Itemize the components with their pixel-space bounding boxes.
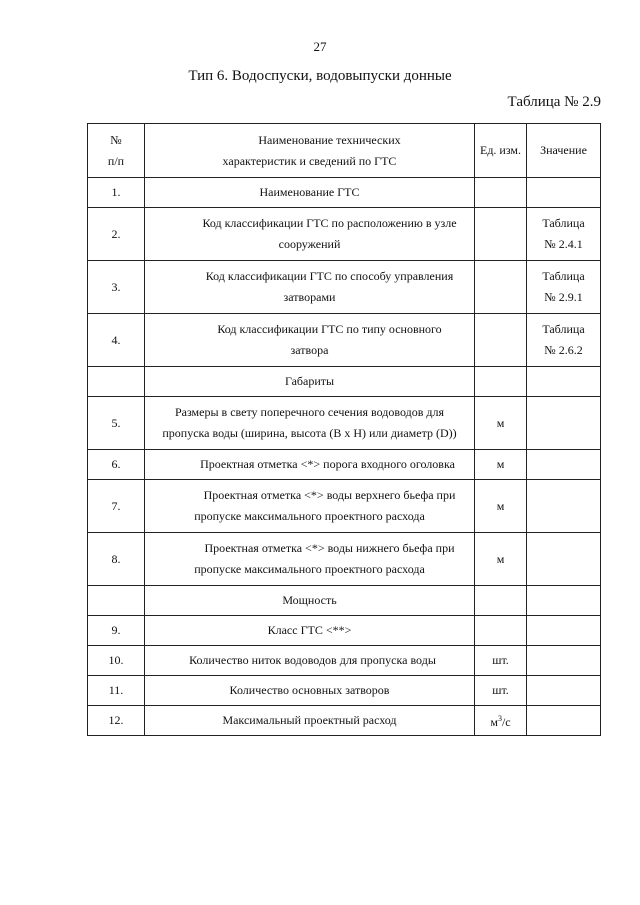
row-name-line1: Код классификации ГТС по типу основного [217, 322, 442, 336]
table-caption: Таблица № 2.9 [507, 94, 601, 110]
section-row-dimensions [88, 367, 601, 397]
row-name-line1: Проектная отметка <*> воды нижнего бьефа при [204, 541, 455, 555]
row-unit [475, 314, 527, 367]
row-number: 1. [88, 178, 145, 208]
row-value [527, 450, 601, 480]
specification-table [87, 123, 601, 736]
row-number: 8. [88, 533, 145, 586]
document-title: Тип 6. Водоспуски, водовыпуски донные [188, 68, 452, 84]
row-value [527, 646, 601, 676]
header-number-line1: № [110, 132, 122, 147]
row-value [527, 208, 601, 261]
row-value [527, 261, 601, 314]
row-name-line2: пропуске максимального проектного расхода [194, 562, 425, 576]
section-heading: Габариты [145, 367, 475, 397]
table-row [88, 397, 601, 450]
header-unit: Ед. изм. [475, 124, 527, 178]
table-header-row [88, 124, 601, 178]
row-number [88, 367, 145, 397]
row-value [527, 616, 601, 646]
row-value [527, 178, 601, 208]
row-unit [475, 178, 527, 208]
table-row [88, 261, 601, 314]
row-unit [475, 616, 527, 646]
row-unit [475, 261, 527, 314]
row-number: 11. [88, 676, 145, 706]
header-value: Значение [527, 124, 601, 178]
row-name-line2: пропуска воды (ширина, высота (В x Н) или диаметр (D)) [162, 426, 457, 440]
row-value-line2: № 2.6.2 [544, 343, 583, 357]
row-name: Количество основных затворов [145, 676, 475, 706]
row-name-line1: Проектная отметка <*> воды верхнего бьефа при [203, 488, 456, 502]
section-heading: Мощность [145, 586, 475, 616]
row-number: 7. [88, 480, 145, 533]
table-row [88, 178, 601, 208]
row-name-line2: сооружений [278, 237, 341, 251]
row-value [527, 706, 601, 736]
unit-base: м [490, 715, 498, 729]
table-row [88, 208, 601, 261]
row-value-line2: № 2.9.1 [544, 290, 583, 304]
row-unit [475, 367, 527, 397]
row-name: Проектная отметка <*> порога входного оголовка [145, 450, 475, 480]
row-number: 5. [88, 397, 145, 450]
row-name [145, 480, 475, 533]
table-row [88, 616, 601, 646]
header-name [145, 124, 475, 178]
row-number: 10. [88, 646, 145, 676]
row-name [145, 397, 475, 450]
row-unit: м [475, 450, 527, 480]
unit-tail: /с [501, 715, 511, 729]
row-value-line1: Таблица [542, 269, 585, 283]
page-number: 27 [313, 39, 327, 54]
row-unit: м [475, 480, 527, 533]
table-row [88, 676, 601, 706]
row-value-line1: Таблица [542, 322, 585, 336]
row-name [145, 208, 475, 261]
row-unit: шт. [475, 676, 527, 706]
row-value [527, 586, 601, 616]
header-number-line2: п/п [107, 153, 125, 168]
row-number: 9. [88, 616, 145, 646]
row-value [527, 676, 601, 706]
row-unit [475, 706, 527, 736]
row-value-line2: № 2.4.1 [544, 237, 583, 251]
table-row [88, 646, 601, 676]
row-name-line1: Код классификации ГТС по способу управления [205, 269, 454, 283]
row-number: 2. [88, 208, 145, 261]
table-row [88, 480, 601, 533]
row-unit: м [475, 533, 527, 586]
row-value [527, 397, 601, 450]
row-number: 6. [88, 450, 145, 480]
row-value [527, 367, 601, 397]
row-value [527, 314, 601, 367]
row-number [88, 586, 145, 616]
row-value [527, 533, 601, 586]
header-number [88, 124, 145, 178]
row-value-line1: Таблица [542, 216, 585, 230]
row-name [145, 533, 475, 586]
row-name [145, 314, 475, 367]
table-row [88, 533, 601, 586]
row-name-line1: Размеры в свету поперечного сечения водоводов для [174, 405, 445, 419]
row-unit: шт. [475, 646, 527, 676]
unit-superscript: 3 [497, 714, 502, 723]
row-value [527, 480, 601, 533]
row-unit [475, 208, 527, 261]
row-name: Класс ГТС <**> [145, 616, 475, 646]
row-unit: м [475, 397, 527, 450]
row-name: Наименование ГТС [145, 178, 475, 208]
row-name-line2: затворами [283, 290, 336, 304]
row-unit [475, 586, 527, 616]
row-number: 4. [88, 314, 145, 367]
row-name: Количество ниток водоводов для пропуска воды [145, 646, 475, 676]
section-row-capacity [88, 586, 601, 616]
header-name-line1: Наименование технических [258, 132, 401, 147]
row-name [145, 261, 475, 314]
table-row [88, 706, 601, 736]
row-name: Максимальный проектный расход [145, 706, 475, 736]
row-name-line2: пропуске максимального проектного расхода [194, 509, 425, 523]
row-number: 12. [88, 706, 145, 736]
table-row [88, 314, 601, 367]
header-name-line2: характеристик и сведений по ГТС [222, 153, 397, 168]
row-number: 3. [88, 261, 145, 314]
table-row [88, 450, 601, 480]
row-name-line1: Код классификации ГТС по расположению в узле [202, 216, 457, 230]
row-name-line2: затвора [290, 343, 329, 357]
